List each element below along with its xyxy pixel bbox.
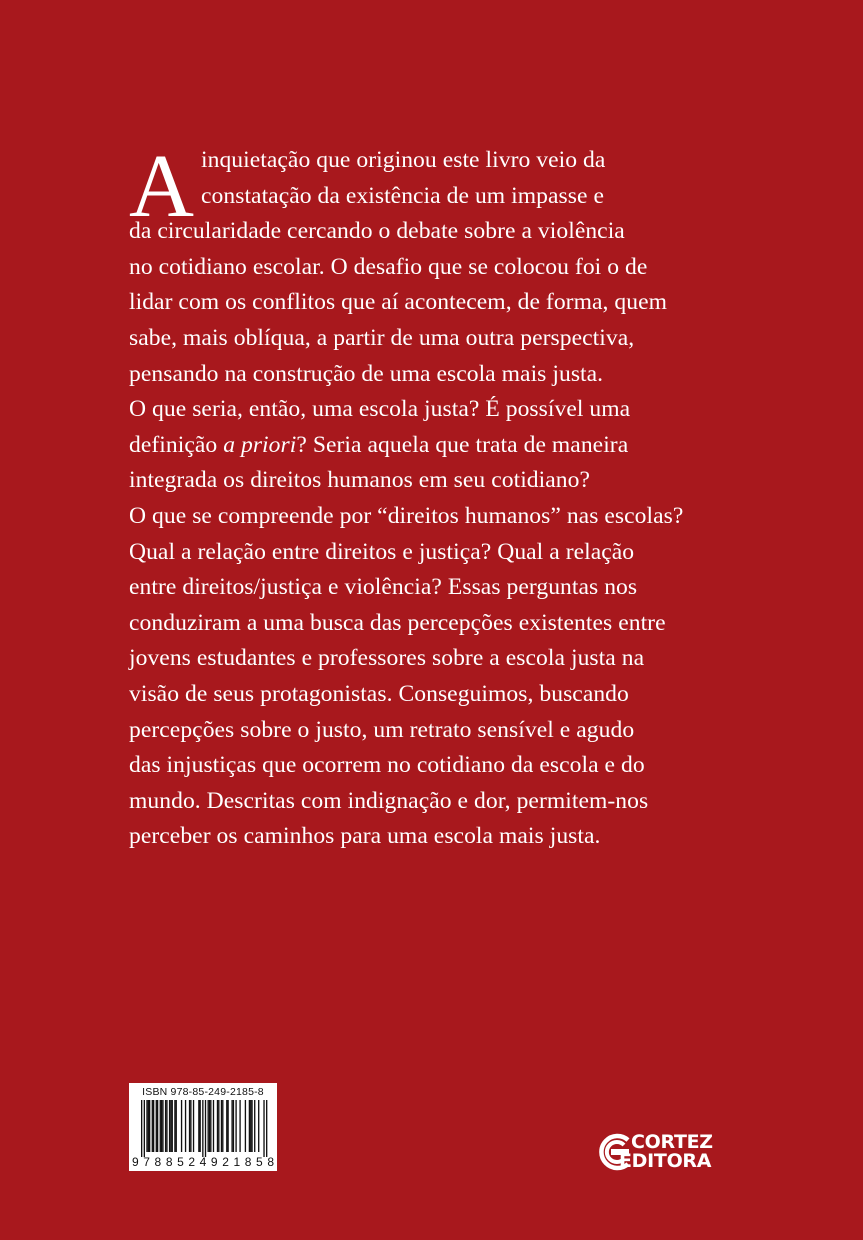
barcode-bar	[153, 1100, 154, 1152]
barcode-bar	[205, 1100, 206, 1157]
barcode-bar	[218, 1100, 219, 1152]
blurb-line: lidar com os conflitos que aí acontecem, de forma, quem	[129, 289, 668, 316]
publisher-name-bottom: EDITORA	[619, 1150, 712, 1172]
barcode-bar	[251, 1100, 252, 1152]
isbn-label: ISBN 978-85-249-2185-8	[142, 1086, 264, 1098]
barcode-bar	[170, 1100, 171, 1152]
publisher-name-top: CORTEZ	[631, 1131, 713, 1153]
blurb-line: das injustiças que ocorrem no cotidiano da escola e do	[129, 752, 645, 779]
barcode-bar	[176, 1100, 177, 1152]
barcode-bar	[172, 1100, 173, 1152]
barcode-bar	[233, 1100, 234, 1152]
barcode-bar	[208, 1100, 209, 1152]
barcode-bar	[166, 1100, 167, 1152]
blurb-line: mundo. Descritas com indignação e dor, permitem-nos	[129, 787, 649, 814]
barcode-bar	[258, 1100, 259, 1152]
barcode-bar	[162, 1100, 163, 1152]
blurb-line: constatação da existência de um impasse e	[201, 182, 604, 209]
blurb-line: visão de seus protagonistas. Conseguimos, buscando	[129, 680, 629, 707]
blurb-line: entre direitos/justiça e violência? Essas perguntas nos	[129, 574, 638, 601]
blurb-line: perceber os caminhos para uma escola mais justa.	[129, 823, 601, 850]
barcode-bar	[249, 1100, 250, 1152]
barcode-bar	[254, 1100, 255, 1152]
blurb-line: jovens estudantes e professores sobre a escola justa na	[129, 645, 645, 672]
barcode-bar	[156, 1100, 157, 1152]
blurb-line-start: definição	[129, 431, 224, 458]
barcode-bar	[165, 1100, 166, 1152]
blurb-line: percepções sobre o justo, um retrato sensível e agudo	[129, 716, 635, 743]
barcode-bar	[149, 1100, 150, 1152]
barcode-bar	[239, 1100, 240, 1152]
back-cover-blurb	[129, 137, 729, 855]
blurb-line: conduziram a uma busca das percepções existentes entre	[129, 609, 666, 636]
blurb-line-end: ? Seria aquela que trata de maneira	[296, 431, 629, 458]
barcode-bar	[193, 1100, 194, 1152]
barcode-bar	[221, 1100, 222, 1152]
barcode-bar	[160, 1100, 161, 1152]
barcode-bar	[245, 1100, 246, 1152]
blurb-line: da circularidade cercando o debate sobre a violência	[129, 218, 625, 245]
barcode-bar	[227, 1100, 228, 1152]
barcode-bar	[185, 1100, 186, 1152]
blurb-line: Qual a relação entre direitos e justiça? Qual a relação	[129, 538, 635, 565]
blurb-line: integrada os direitos humanos em seu cotidiano?	[129, 467, 590, 494]
barcode-bar	[226, 1100, 227, 1152]
barcode-bar	[181, 1100, 182, 1152]
barcode-bar	[144, 1100, 145, 1157]
barcode-bar	[200, 1100, 201, 1152]
barcode-bar	[146, 1100, 147, 1152]
barcode-bar	[266, 1100, 267, 1157]
barcode-bar	[222, 1100, 223, 1152]
barcode-bar	[250, 1100, 251, 1152]
barcode-bar	[141, 1100, 142, 1157]
isbn-barcode	[129, 1083, 277, 1171]
barcode-bar	[231, 1100, 232, 1152]
barcode-graphic	[129, 1083, 277, 1171]
barcode-bar	[157, 1100, 158, 1152]
blurb-line: O que se compreende por “direitos humanos” nas escolas?	[129, 502, 684, 529]
barcode-bar	[148, 1100, 149, 1152]
barcode-bar	[190, 1100, 191, 1152]
blurb-line: sabe, mais oblíqua, a partir de uma outra perspectiva,	[129, 324, 635, 351]
barcode-bar	[198, 1100, 199, 1152]
barcode-bar	[152, 1100, 153, 1152]
barcode-bar	[235, 1100, 236, 1152]
blurb-line: pensando na construção de uma escola mais justa.	[129, 360, 604, 387]
barcode-bar	[213, 1100, 214, 1152]
barcode-bar	[169, 1100, 170, 1152]
blurb-line: O que seria, então, uma escola justa? É possível uma	[129, 396, 631, 423]
blurb-line: inquietação que originou este livro veio da	[201, 147, 606, 173]
drop-cap-letter: A	[129, 137, 194, 236]
barcode-bar	[189, 1100, 190, 1152]
publisher-logo	[598, 1132, 738, 1174]
barcode-bar	[263, 1100, 264, 1157]
blurb-line: no cotidiano escolar. O desafio que se colocou foi o de	[129, 253, 648, 280]
barcode-bar	[174, 1100, 175, 1152]
barcode-bar	[202, 1100, 203, 1157]
barcode-bar	[161, 1100, 162, 1152]
barcode-bar	[209, 1100, 210, 1152]
blurb-line-with-italic	[129, 428, 729, 464]
barcode-bar	[210, 1100, 211, 1152]
italic-phrase: a priori	[223, 431, 297, 458]
barcode-digits: 9788524921858	[132, 1155, 274, 1169]
barcode-bar	[217, 1100, 218, 1152]
